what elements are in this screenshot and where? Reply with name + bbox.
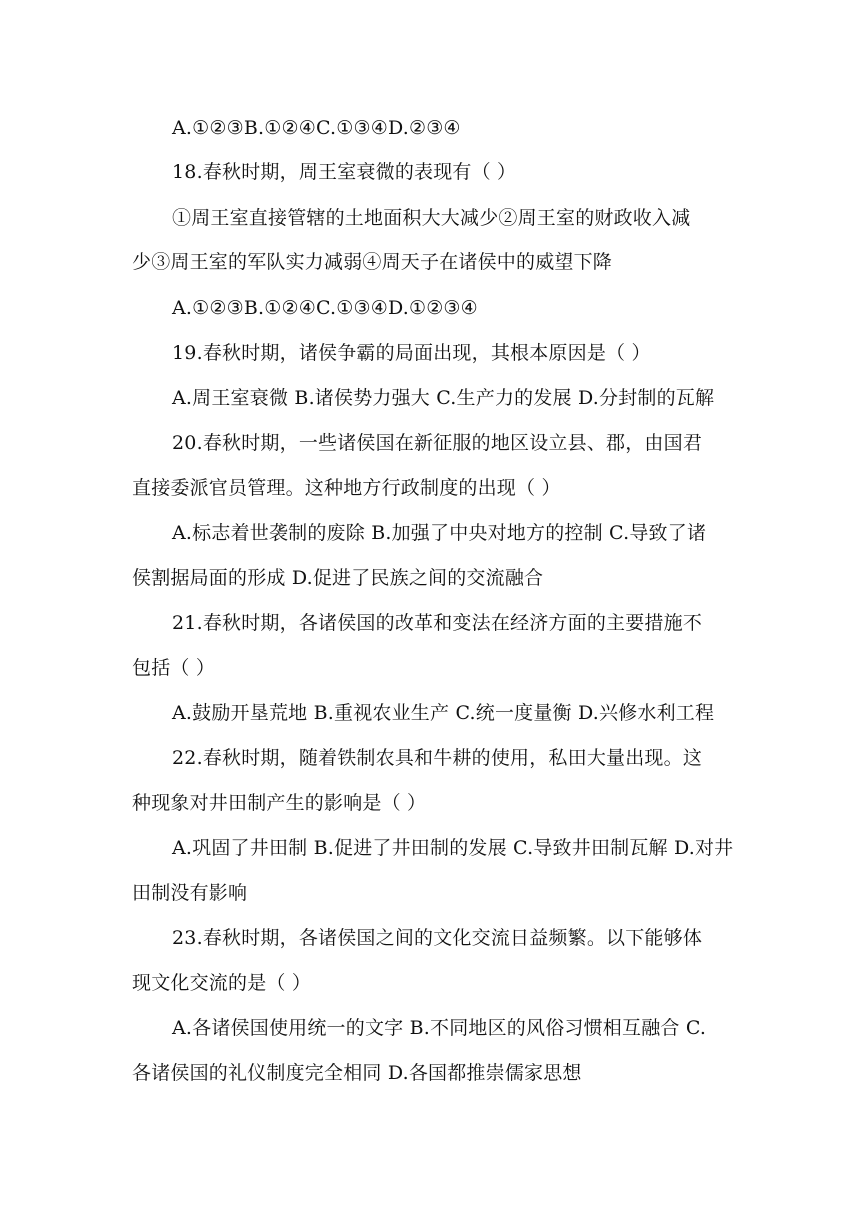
q23-options-line2: 各诸侯国的礼仪制度完全相同 D.各国都推崇儒家思想: [132, 1062, 582, 1084]
q22-stem-line1: 22.春秋时期，随着铁制农具和牛耕的使用，私田大量出现。这: [172, 747, 703, 769]
q20-stem-line2: 直接委派官员管理。这种地方行政制度的出现（ ）: [132, 477, 561, 499]
q18-options: A.①②③B.①②④C.①③④D.①②③④: [172, 297, 478, 319]
q23-options-line1: A.各诸侯国使用统一的文字 B.不同地区的风俗习惯相互融合 C.: [172, 1017, 707, 1039]
q19-stem: 19.春秋时期，诸侯争霸的局面出现，其根本原因是（ ）: [172, 342, 651, 364]
q21-options: A.鼓励开垦荒地 B.重视农业生产 C.统一度量衡 D.兴修水利工程: [172, 702, 715, 724]
q21-stem-line2: 包括（ ）: [132, 657, 216, 679]
q18-statements-line2: 少③周王室的军队实力减弱④周天子在诸侯中的威望下降: [132, 251, 613, 273]
q17-options: A.①②③B.①②④C.①③④D.②③④: [172, 117, 461, 139]
q18-statements-line1: ①周王室直接管辖的土地面积大大减少②周王室的财政收入减: [172, 207, 691, 229]
q18-stem: 18.春秋时期，周王室衰微的表现有（ ）: [172, 161, 517, 183]
q22-options-line2: 田制没有影响: [132, 882, 248, 904]
q20-stem-line1: 20.春秋时期，一些诸侯国在新征服的地区设立县、郡，由国君: [172, 432, 703, 454]
q22-stem-line2: 种现象对井田制产生的影响是（ ）: [132, 792, 427, 814]
q21-stem-line1: 21.春秋时期，各诸侯国的改革和变法在经济方面的主要措施不: [172, 612, 703, 634]
q22-options-line1: A.巩固了井田制 B.促进了井田制的发展 C.导致井田制瓦解 D.对井: [172, 837, 734, 859]
q23-stem-line2: 现文化交流的是（ ）: [132, 972, 312, 994]
q23-stem-line1: 23.春秋时期，各诸侯国之间的文化交流日益频繁。以下能够体: [172, 927, 703, 949]
q20-options-line1: A.标志着世袭制的废除 B.加强了中央对地方的控制 C.导致了诸: [172, 522, 707, 544]
q19-options: A.周王室衰微 B.诸侯势力强大 C.生产力的发展 D.分封制的瓦解: [172, 387, 715, 409]
q20-options-line2: 侯割据局面的形成 D.促进了民族之间的交流融合: [132, 567, 544, 589]
